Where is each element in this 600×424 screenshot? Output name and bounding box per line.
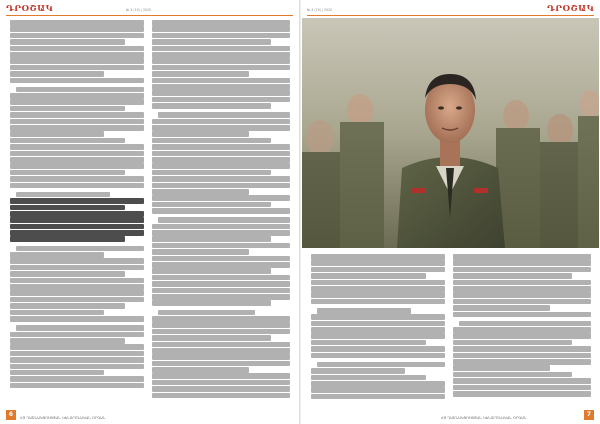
text-line xyxy=(317,308,411,314)
text-line xyxy=(152,322,290,328)
text-line xyxy=(453,327,591,333)
text-line xyxy=(10,290,144,296)
text-line xyxy=(10,364,144,370)
text-line xyxy=(311,346,445,352)
text-line xyxy=(10,278,144,284)
left-page-column-2 xyxy=(152,20,290,406)
text-line xyxy=(10,58,144,64)
issue-meta-right: № 4 (19) | 2020 xyxy=(307,8,333,12)
masthead-logo-left: ԴՐՕՇԱԿ xyxy=(6,4,54,14)
text-line xyxy=(10,99,144,105)
text-line xyxy=(152,189,249,195)
text-line xyxy=(152,103,271,109)
text-line xyxy=(152,65,290,71)
text-line xyxy=(152,202,271,208)
text-line xyxy=(152,367,249,373)
text-line xyxy=(311,333,445,339)
text-line xyxy=(311,381,445,387)
text-line xyxy=(10,205,125,211)
text-line xyxy=(152,90,290,96)
footer-text-right: ՀՅ ԴԱՇՆԱԿՑՈՒԹՅԱՆ ԿԵՆՏՐՈՆԱԿԱՆ ՕՐԳԱՆ xyxy=(441,416,527,420)
text-line xyxy=(453,273,572,279)
text-line xyxy=(10,65,144,71)
issue-meta-left: № 4 (19) | 2020 xyxy=(126,8,152,12)
text-line xyxy=(10,163,144,169)
text-line xyxy=(152,348,290,354)
text-line xyxy=(10,125,144,131)
header-rule-right xyxy=(307,15,594,16)
text-line xyxy=(453,372,572,378)
text-line xyxy=(453,305,550,311)
text-line xyxy=(311,254,445,260)
text-line xyxy=(10,106,125,112)
text-line xyxy=(152,316,290,322)
text-line xyxy=(152,208,290,214)
text-line xyxy=(311,394,445,400)
text-line xyxy=(10,284,144,290)
text-line xyxy=(152,373,290,379)
text-line xyxy=(152,281,290,287)
text-line xyxy=(10,78,144,84)
text-line xyxy=(453,280,591,286)
text-line xyxy=(152,380,290,386)
text-line xyxy=(453,340,572,346)
text-line xyxy=(152,249,249,255)
text-line xyxy=(152,144,290,150)
text-line xyxy=(10,271,125,277)
text-line xyxy=(10,112,144,118)
text-line xyxy=(152,224,290,230)
text-line xyxy=(10,211,144,217)
text-line xyxy=(453,292,591,298)
text-line xyxy=(152,294,290,300)
text-line xyxy=(152,243,290,249)
text-line xyxy=(311,273,426,279)
text-line xyxy=(453,378,591,384)
text-line xyxy=(453,385,591,391)
text-line xyxy=(10,26,144,32)
text-line xyxy=(10,157,144,163)
text-line xyxy=(10,230,144,236)
left-page-column-1 xyxy=(10,20,144,406)
text-line xyxy=(152,71,249,77)
text-line xyxy=(311,327,445,333)
text-line xyxy=(311,260,445,266)
text-line xyxy=(453,359,591,365)
text-line xyxy=(10,20,144,26)
text-line xyxy=(152,195,290,201)
text-line xyxy=(10,183,144,189)
header-rule-left xyxy=(6,15,293,16)
text-line xyxy=(152,262,290,268)
text-line xyxy=(16,87,144,93)
text-line xyxy=(152,176,290,182)
text-line xyxy=(10,297,144,303)
text-line xyxy=(10,39,125,45)
text-line xyxy=(10,144,144,150)
text-line xyxy=(453,312,591,318)
text-line xyxy=(10,332,144,338)
text-line xyxy=(10,176,144,182)
text-line xyxy=(152,52,290,58)
text-line xyxy=(10,383,144,389)
text-line xyxy=(152,300,271,306)
text-line xyxy=(152,131,249,137)
text-line xyxy=(152,256,290,262)
text-line xyxy=(152,39,271,45)
text-line xyxy=(152,386,290,392)
text-line xyxy=(311,321,445,327)
text-line xyxy=(152,354,290,360)
photo-military-men xyxy=(302,18,599,248)
text-line xyxy=(10,119,144,125)
text-line xyxy=(10,46,144,52)
text-line xyxy=(10,33,144,39)
right-page-column-1 xyxy=(311,254,445,406)
text-line xyxy=(158,112,290,118)
text-line xyxy=(311,280,445,286)
text-line xyxy=(158,310,255,316)
text-line xyxy=(459,321,591,327)
text-line xyxy=(152,157,290,163)
masthead-logo-right: ԴՐՕՇԱԿ xyxy=(547,4,595,14)
text-line xyxy=(10,71,104,77)
text-line xyxy=(10,52,144,58)
text-line xyxy=(453,346,591,352)
text-line xyxy=(10,376,144,382)
text-line xyxy=(453,365,550,371)
text-line xyxy=(453,299,591,305)
text-line xyxy=(10,252,104,258)
page-number-left: 6 xyxy=(6,410,16,420)
text-line xyxy=(10,131,104,137)
text-line xyxy=(152,46,290,52)
page-number-right: 7 xyxy=(584,410,594,420)
text-line xyxy=(152,268,271,274)
text-line xyxy=(311,353,445,359)
text-line xyxy=(10,303,125,309)
text-line xyxy=(152,230,290,236)
text-line xyxy=(453,286,591,292)
text-line xyxy=(152,183,290,189)
text-line xyxy=(152,20,290,26)
text-line xyxy=(152,163,290,169)
text-line xyxy=(152,26,290,32)
text-line xyxy=(10,170,125,176)
text-line xyxy=(10,198,144,204)
text-line xyxy=(152,119,290,125)
text-line xyxy=(311,267,445,273)
text-line xyxy=(453,353,591,359)
text-line xyxy=(10,265,144,271)
right-page-column-2 xyxy=(453,254,591,406)
text-line xyxy=(10,357,144,363)
text-line xyxy=(152,170,271,176)
text-line xyxy=(152,361,290,367)
text-line xyxy=(152,288,290,294)
text-line xyxy=(152,58,290,64)
text-line xyxy=(311,375,426,381)
text-line xyxy=(10,310,104,316)
text-line xyxy=(152,78,290,84)
text-line xyxy=(10,316,144,322)
text-line xyxy=(152,33,290,39)
text-line xyxy=(453,267,591,273)
text-line xyxy=(152,335,271,341)
text-line xyxy=(453,391,591,397)
article-photo xyxy=(302,18,599,248)
text-line xyxy=(311,299,445,305)
text-line xyxy=(311,387,445,393)
text-line xyxy=(10,224,144,230)
text-line xyxy=(152,125,290,131)
text-line xyxy=(152,342,290,348)
text-line xyxy=(453,254,591,260)
footer-text-left: ՀՅ ԴԱՇՆԱԿՑՈՒԹՅԱՆ ԿԵՆՏՐՈՆԱԿԱՆ ՕՐԳԱՆ xyxy=(20,416,106,420)
text-line xyxy=(152,97,290,103)
text-line xyxy=(10,338,125,344)
text-line xyxy=(152,84,290,90)
text-line xyxy=(453,333,591,339)
text-line xyxy=(311,340,426,346)
text-line xyxy=(152,275,290,281)
text-line xyxy=(152,138,271,144)
text-line xyxy=(152,393,290,399)
left-page xyxy=(0,0,299,424)
text-line xyxy=(16,325,144,331)
text-line xyxy=(317,362,445,368)
text-line xyxy=(10,138,125,144)
text-line xyxy=(311,292,445,298)
text-line xyxy=(10,351,144,357)
text-line xyxy=(16,192,110,198)
text-line xyxy=(10,258,144,264)
text-line xyxy=(10,93,144,99)
text-line xyxy=(16,246,144,252)
text-line xyxy=(311,286,445,292)
text-line xyxy=(152,329,290,335)
text-line xyxy=(152,151,290,157)
text-line xyxy=(10,151,144,157)
text-line xyxy=(311,368,405,374)
text-line xyxy=(152,236,271,242)
text-line xyxy=(10,236,125,242)
text-line xyxy=(10,344,144,350)
text-line xyxy=(10,217,144,223)
text-line xyxy=(453,260,591,266)
text-line xyxy=(10,370,104,376)
text-line xyxy=(158,217,290,223)
text-line xyxy=(311,314,445,320)
